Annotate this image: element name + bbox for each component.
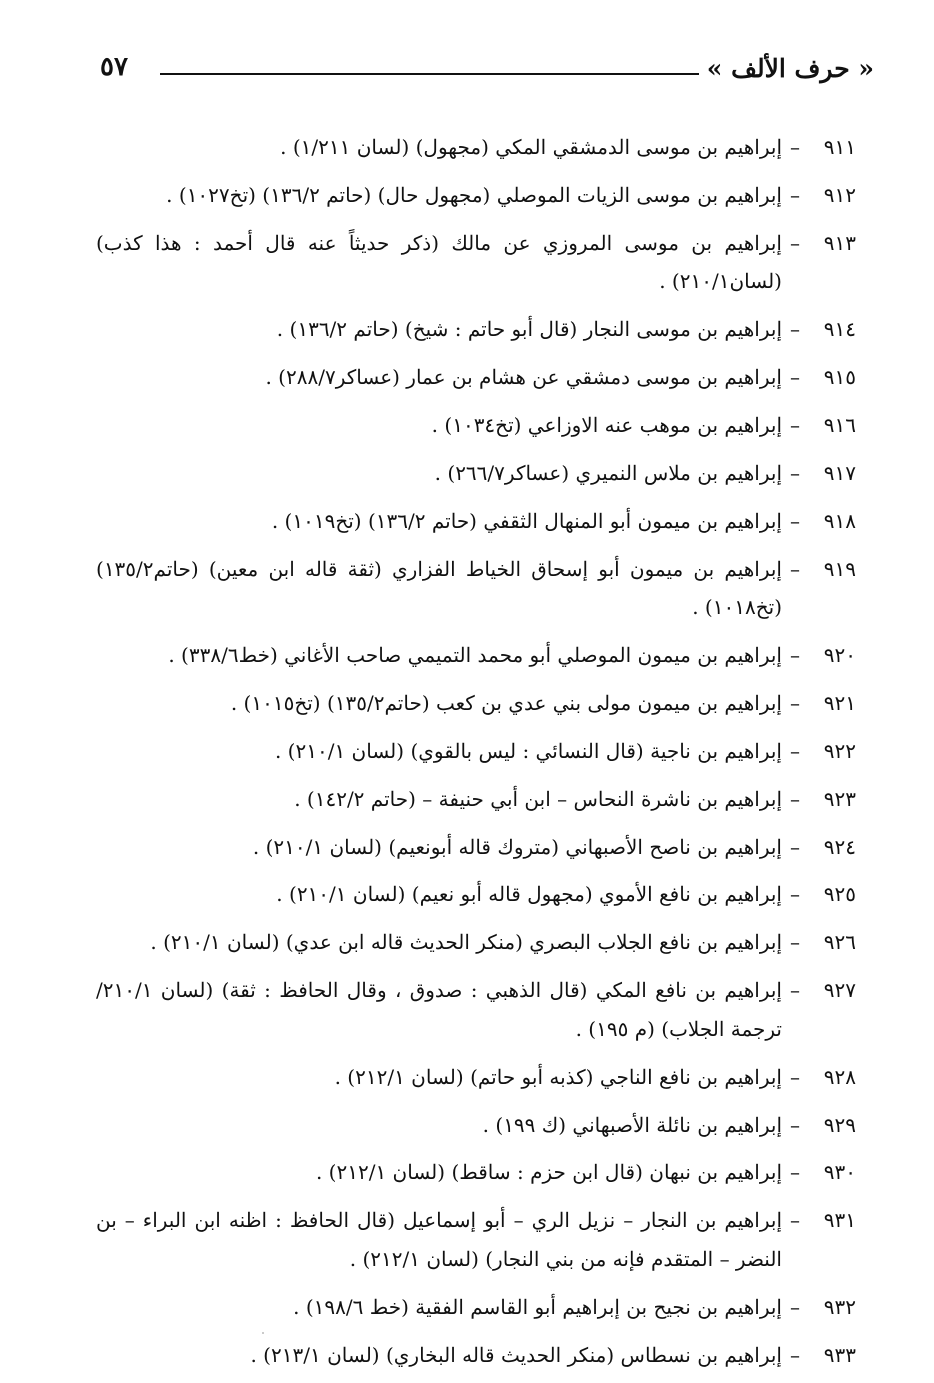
list-item (96, 176, 856, 215)
entry-number: ٩١٦ (823, 412, 856, 437)
entry-dash: – (790, 412, 800, 437)
scan-speck (262, 1332, 264, 1334)
list-item (96, 128, 856, 167)
entry-dash: – (790, 978, 800, 1003)
list-item (96, 1288, 856, 1327)
list-item (96, 684, 856, 723)
list-item (96, 636, 856, 675)
entry-number: ٩١٣ (823, 230, 856, 255)
list-item (96, 310, 856, 349)
list-item (96, 923, 856, 962)
entry-text: إبراهيم بن ناصح الأصبهاني (متروك قاله أبونعيم) (لسان ٢١٠/١) . (252, 834, 782, 859)
entry-dash: – (790, 690, 800, 715)
list-item (96, 732, 856, 771)
entry-text: إبراهيم بن نائلة الأصبهاني (ك ١٩٩) . (482, 1112, 782, 1137)
entry-text: إبراهيم بن موسى دمشقي عن هشام بن عمار (عساكر٢٨٨/٧) . (265, 365, 782, 390)
entry-text: إبراهيم بن نافع المكي (قال الذهبي : صدوق ، وقال الحافظ : ثقة) (لسان ٢١٠/١/ ترجمة الجلاب) (م ١٩٥) . (96, 978, 782, 1041)
entry-text: إبراهيم بن نافع الناجي (كذبه أبو حاتم) (لسان ٢١٢/١) . (334, 1064, 782, 1089)
list-item (96, 1201, 856, 1278)
entry-text: إبراهيم بن النجار – نزيل الري – أبو إسماعيل (قال الحافظ : اظنه ابن البراء – بن النضر – المتقدم فإنه من بني النجار) (لسان ٢١٢/١) . (96, 1208, 782, 1271)
entry-number: ٩١٨ (823, 508, 856, 533)
entry-dash: – (790, 1064, 800, 1089)
entry-list (96, 128, 856, 1383)
entry-dash: – (790, 786, 800, 811)
entry-number: ٩٣٣ (823, 1342, 856, 1367)
entry-dash: – (790, 460, 800, 485)
entry-dash: – (790, 930, 800, 955)
list-item (96, 1106, 856, 1145)
entry-dash: – (790, 643, 800, 668)
entry-text: إبراهيم بن نافع الأموي (مجهول قاله أبو نعيم) (لسان ٢١٠/١) . (276, 882, 782, 907)
entry-dash: – (790, 317, 800, 342)
list-item (96, 224, 856, 301)
entry-text: إبراهيم بن ميمون الموصلي أبو محمد التميمي صاحب الأغاني (خط٣٣٨/٦) . (168, 643, 782, 668)
entry-number: ٩٢٨ (823, 1064, 856, 1089)
entry-dash: – (790, 1294, 800, 1319)
list-item (96, 875, 856, 914)
entry-text: إبراهيم بن نبهان (قال ابن حزم : ساقط) (لسان ٢١٢/١) . (315, 1160, 782, 1185)
entry-number: ٩١٥ (823, 365, 856, 390)
entry-dash: – (790, 1112, 800, 1137)
entry-text: إبراهيم بن موسى النجار (قال أبو حاتم : شيخ) (حاتم ١٣٦/٢) . (276, 317, 782, 342)
entry-number: ٩٣٢ (823, 1294, 856, 1319)
entry-text: إبراهيم بن ميمون أبو إسحاق الخياط الفزاري (ثقة قاله ابن معين) (حاتم١٣٥/٢) (تخ١٠١٨) . (96, 556, 782, 620)
list-item (96, 502, 856, 541)
entry-text: إبراهيم بن ميمون أبو المنهال الثقفي (حاتم ١٣٦/٢) (تخ١٠١٩) . (271, 508, 782, 533)
entry-dash: – (790, 556, 800, 581)
list-item (96, 828, 856, 867)
entry-number: ٩١٩ (823, 556, 856, 581)
entry-number: ٩١١ (823, 135, 856, 159)
entry-text: إبراهيم بن ناجية (قال النسائي : ليس بالقوي) (لسان ٢١٠/١) . (274, 738, 782, 763)
list-item (96, 1153, 856, 1192)
list-item (96, 550, 856, 627)
entry-number: ٩١٤ (823, 317, 856, 342)
entry-text: إبراهيم بن موسى الزيات الموصلي (مجهول حال) (حاتم ١٣٦/٢) (تخ١٠٢٧) . (166, 182, 782, 207)
page-number: ٥٧ (100, 52, 128, 82)
list-item (96, 454, 856, 493)
entry-dash: – (790, 882, 800, 907)
header-rule (160, 73, 699, 75)
entry-text: إبراهيم بن ملاس النميري (عساكر٢٦٦/٧) . (434, 460, 782, 485)
entry-dash: – (790, 738, 800, 763)
entry-number: ٩٢٢ (823, 738, 856, 763)
entry-number: ٩٢٧ (823, 978, 856, 1003)
list-item (96, 1336, 856, 1375)
entry-number: ٩١٢ (823, 182, 856, 207)
entry-dash: – (790, 508, 800, 533)
entry-number: ٩٢٦ (823, 930, 856, 955)
entry-dash: – (790, 1208, 800, 1233)
entry-number: ٩٢٠ (823, 643, 856, 668)
entry-text: إبراهيم بن نجيح بن إبراهيم أبو القاسم الفقية (خط ١٩٨/٦) . (293, 1294, 782, 1319)
entry-number: ٩٢٤ (823, 834, 856, 859)
entry-text: إبراهيم بن نافع الجلاب البصري (منكر الحديث قاله ابن عدي) (لسان ٢١٠/١) . (150, 930, 782, 955)
list-item (96, 358, 856, 397)
entry-number: ٩٣١ (823, 1208, 856, 1233)
entry-dash: – (790, 182, 800, 207)
chapter-title: « حرف الألف » (706, 54, 874, 83)
entry-number: ٩١٧ (823, 460, 856, 485)
entry-dash: – (790, 135, 800, 159)
entry-dash: – (790, 230, 800, 255)
list-item (96, 971, 856, 1048)
entry-number: ٩٣٠ (823, 1160, 856, 1185)
entry-text: إبراهيم بن ميمون مولى بني عدي بن كعب (حاتم١٣٥/٢) (تخ١٠١٥) . (230, 690, 782, 715)
entry-text: إبراهيم بن موسى الدمشقي المكي (مجهول) (لسان ١/٢١١) . (280, 135, 782, 159)
entry-number: ٩٢٣ (823, 786, 856, 811)
list-item (96, 406, 856, 445)
entry-number: ٩٢٥ (823, 882, 856, 907)
entry-text: إبراهيم بن ناشرة النحاس – ابن أبي حنيفة – (حاتم ١٤٢/٢) . (294, 786, 782, 811)
entry-text: إبراهيم بن موسى المروزي عن مالك (ذكر حديثاً عنه قال أحمد : هذا كذب) (لسان٢١٠/١) . (96, 230, 782, 294)
entry-number: ٩٢٩ (823, 1112, 856, 1137)
list-item (96, 780, 856, 819)
entry-dash: – (790, 834, 800, 859)
entry-text: إبراهيم بن نسطاس (منكر الحديث قاله البخاري) (لسان ٢١٣/١) . (250, 1342, 782, 1367)
page-header (100, 52, 874, 92)
entry-dash: – (790, 1342, 800, 1367)
entry-text: إبراهيم بن موهب عنه الاوزاعي (تخ١٠٣٤) . (431, 412, 782, 437)
entry-dash: – (790, 1160, 800, 1185)
list-item (96, 1058, 856, 1097)
entry-number: ٩٢١ (823, 690, 856, 715)
entry-dash: – (790, 365, 800, 390)
